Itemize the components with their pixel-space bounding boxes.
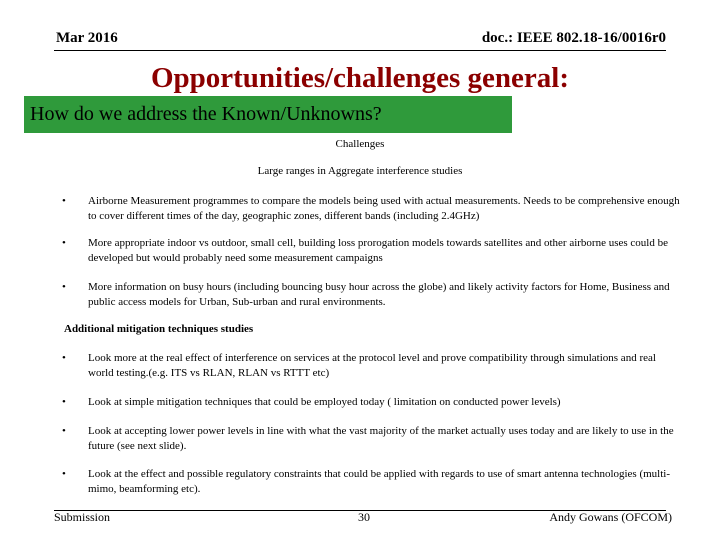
list-item [62, 395, 682, 410]
bullet-text: More information on busy hours (including bouncing busy hour across the globe) and likely activity factors for Home, Business and public access models for Urban, Sub-urban and rural environments. [88, 281, 670, 308]
bullet-text: Look at the effect and possible regulatory constraints that could be applied with regards to use of smart antenna technologies (multi-mimo, beamforming etc). [88, 468, 671, 495]
bullet-icon: • [62, 237, 66, 249]
footer-submission: Submission [54, 510, 111, 524]
header-date: Mar 2016 [56, 30, 118, 46]
list-item [62, 280, 682, 310]
bullet-text: More appropriate indoor vs outdoor, small cell, building loss prorogation models towards satellites and other airborne uses could be developed but would probably need some measurement campaigns [88, 237, 668, 264]
bullet-icon: • [62, 468, 66, 480]
bullet-text: Look at accepting lower power levels in line with what the vast majority of the market actually uses today and are likely to use in the future (see next slide). [88, 425, 674, 452]
question-banner-text: How do we address the Known/Unknowns? [30, 103, 382, 125]
list-item [62, 236, 682, 266]
list-item [62, 194, 682, 224]
list-item [62, 351, 682, 381]
slide-title: Opportunities/challenges general: [150, 62, 570, 94]
list-item [62, 467, 682, 497]
bullet-text: Look more at the real effect of interference on services at the protocol level and prove compatibility through simulations and real world testing.(e.g. ITS vs RLAN, RLAN vs RTTT etc) [88, 352, 656, 379]
header-rule [54, 50, 666, 51]
bullet-icon: • [62, 281, 66, 293]
bullet-text: Airborne Measurement programmes to compare the models being used with actual measurements. Needs to be comprehensive enough to cover different times of the day, geographic zones, different bands (including 2.4GHz) [88, 195, 680, 222]
list-item [62, 424, 682, 454]
bullet-icon: • [62, 195, 66, 207]
bullet-text: Look at simple mitigation techniques that could be employed today ( limitation on conducted power levels) [88, 396, 561, 408]
page-number: 30 [358, 510, 370, 524]
header-doc-id: doc.: IEEE 802.18-16/0016r0 [481, 30, 666, 46]
section2-heading: Additional mitigation techniques studies [64, 323, 254, 335]
section1-heading: Large ranges in Aggregate interference studies [257, 165, 463, 177]
bullet-icon: • [62, 396, 66, 408]
footer-author: Andy Gowans (OFCOM) [549, 510, 672, 524]
bullet-icon: • [62, 352, 66, 364]
bullet-icon: • [62, 425, 66, 437]
challenges-label: Challenges [335, 138, 385, 150]
